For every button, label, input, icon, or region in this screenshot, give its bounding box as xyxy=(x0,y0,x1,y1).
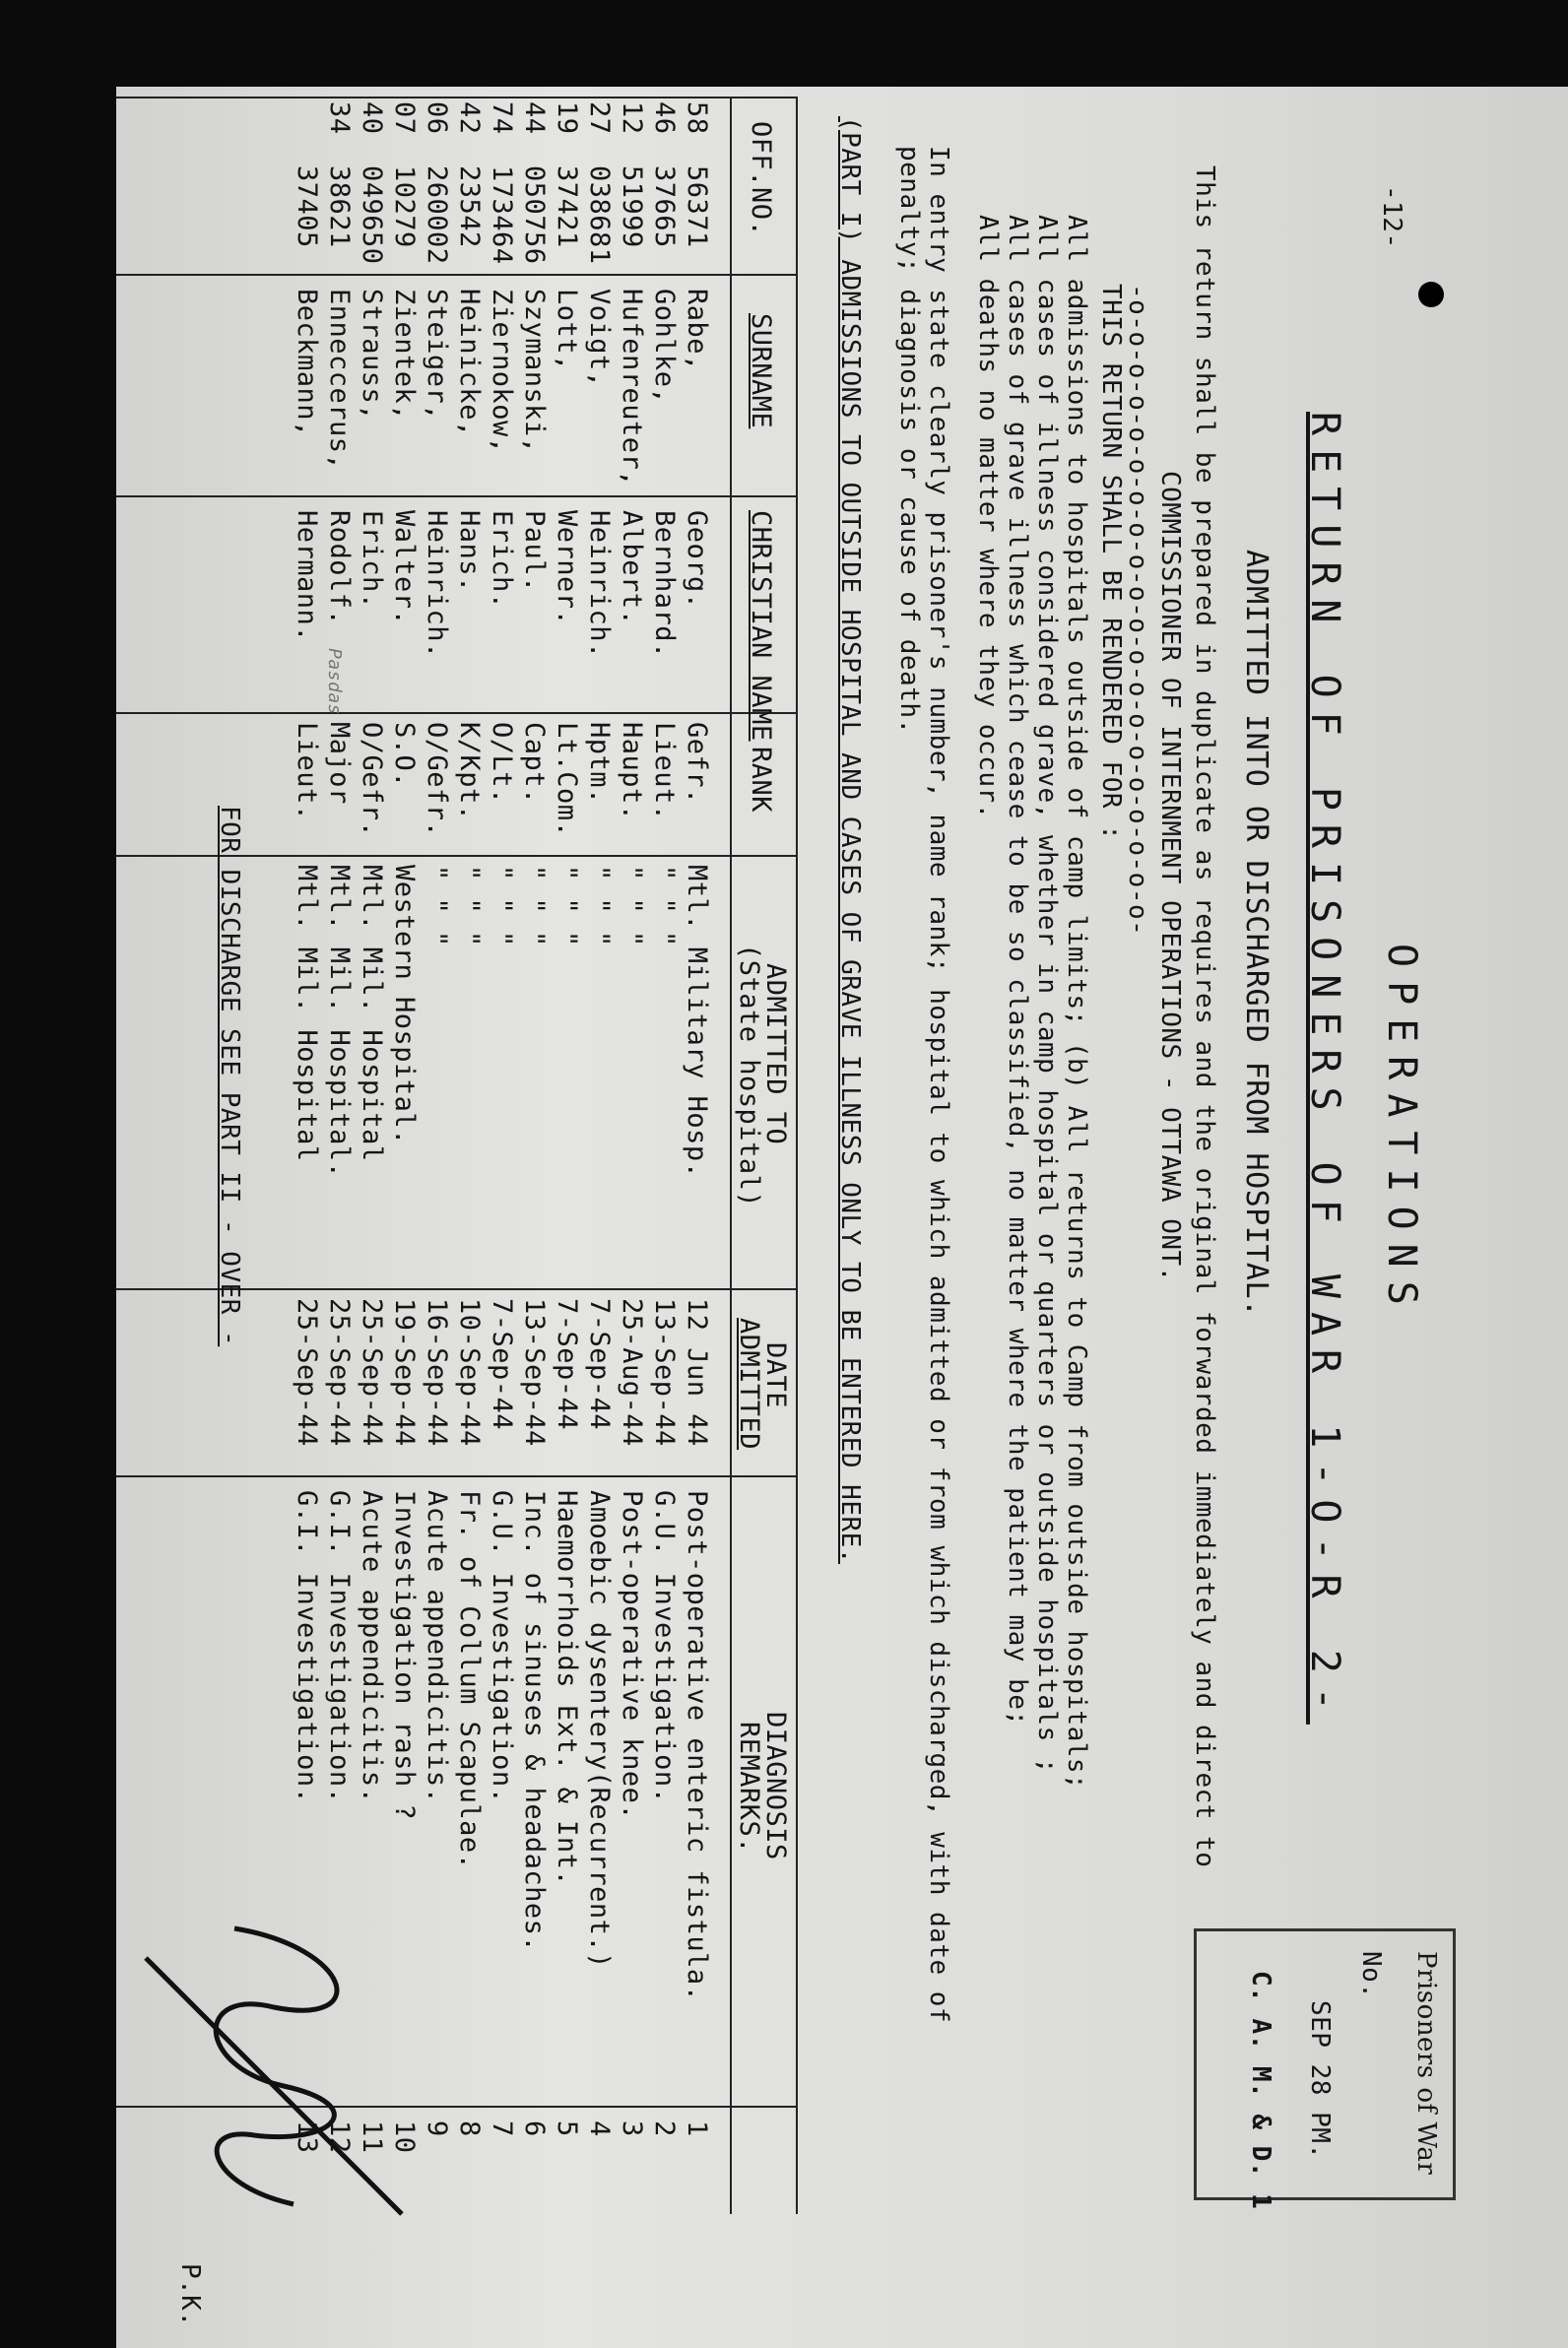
cell-pre: 44 xyxy=(519,101,550,135)
discharge-note: FOR DISCHARGE SEE PART II - OVER - xyxy=(215,806,244,1347)
cell-hospital: " " " xyxy=(454,865,485,947)
cell-diagnosis: G.U. Investigation. xyxy=(487,1490,517,1804)
cell-rank: K/Kpt. xyxy=(454,722,485,821)
cell-surname: Ziernokow, xyxy=(487,289,517,454)
cell-diagnosis: G.U. Investigation. xyxy=(649,1490,680,1804)
cell-first: Rodolf. xyxy=(324,510,355,626)
cell-rank: O/Gefr. xyxy=(422,722,452,838)
cell-rank: O/Lt. xyxy=(487,722,517,805)
header-mark: -12- xyxy=(1377,185,1406,249)
cell-date: 7-Sep-44 xyxy=(584,1298,615,1431)
cell-date: 25-Aug-44 xyxy=(617,1298,647,1447)
header-admitted-to-sub: (State hospital) xyxy=(734,944,764,1208)
cell-first: Georg. xyxy=(682,510,712,610)
cell-diagnosis: Fr. of Collum Scapulae. xyxy=(454,1490,485,1870)
header-diagnosis: DIAGNOSIS xyxy=(760,1712,791,1860)
cell-pre: 46 xyxy=(649,101,680,135)
cell-first: Heinrich. xyxy=(584,510,615,659)
entry-note-2: penalty; diagnosis or cause of death. xyxy=(894,146,924,735)
cell-pre: 58 xyxy=(682,101,712,135)
cell-n: 11 xyxy=(357,2120,387,2154)
cell-n: 10 xyxy=(389,2120,420,2154)
rule-d: All cases of grave illness which cease to be so classified, no matter where the patient may be; xyxy=(1003,215,1032,1727)
cell-no: 038681 xyxy=(584,165,615,265)
cell-pre: 34 xyxy=(324,101,355,135)
cell-rank: Lieut. xyxy=(292,722,322,821)
cell-no: 260002 xyxy=(422,165,452,265)
table-rule-header xyxy=(730,97,732,2214)
header-rank: RANK xyxy=(746,747,776,814)
header-date: DATE xyxy=(760,1342,791,1409)
cell-pre: 12 xyxy=(617,101,647,135)
header-christian-name: CHRISTIAN NAME xyxy=(746,510,776,742)
cell-rank: Major xyxy=(324,722,355,805)
cell-diagnosis: Inc. of sinuses & headaches. xyxy=(519,1490,550,1953)
cell-hospital: " " " xyxy=(519,865,550,947)
cell-surname: Lott, xyxy=(552,289,582,371)
cell-n: 3 xyxy=(617,2120,647,2137)
pencil-annotation: Pasdas xyxy=(324,648,345,716)
stamp-line-3: SEP 28 PM. xyxy=(1305,2000,1335,2160)
cell-n: 6 xyxy=(519,2120,550,2137)
cell-first: Werner. xyxy=(552,510,582,626)
cell-no: 51999 xyxy=(617,165,647,248)
cell-surname: Gohlke, xyxy=(649,289,680,405)
cell-pre: 07 xyxy=(389,101,420,135)
cell-n: 13 xyxy=(292,2120,322,2154)
stamp-line-2: No. xyxy=(1356,1951,1386,1999)
table-rule-top xyxy=(796,97,798,2214)
initials: P.K. xyxy=(175,2263,205,2327)
cell-diagnosis: G.I. Investigation. xyxy=(292,1490,322,1804)
cell-diagnosis: Acute appendicitis. xyxy=(422,1490,452,1804)
cell-surname: Rabe, xyxy=(682,289,712,371)
cell-first: Walter. xyxy=(389,510,420,626)
cell-n: 8 xyxy=(454,2120,485,2137)
cell-rank: O/Gefr. xyxy=(357,722,387,838)
cell-surname: Hufenreuter, xyxy=(617,289,647,488)
rule-a: All admissions to hospitals outside of camp limits; (b) All returns to Camp from outside hospitals; xyxy=(1062,215,1091,1791)
cell-date: 19-Sep-44 xyxy=(389,1298,420,1447)
cell-first: Bernhard. xyxy=(649,510,680,659)
cell-rank: Hptm. xyxy=(584,722,615,805)
document-page xyxy=(116,87,1568,2348)
form-title: RETURN OF PRISONERS OF WAR 1-O-R 2- xyxy=(1302,412,1347,1725)
cell-pre: 27 xyxy=(584,101,615,135)
cell-date: 7-Sep-44 xyxy=(487,1298,517,1431)
cell-diagnosis: G.I. Investigation. xyxy=(324,1490,355,1804)
part-heading: (PART I) ADMISSIONS TO OUTSIDE HOSPITAL AND CASES OF GRAVE ILLNESS ONLY TO BE ENTERED HERE. xyxy=(835,116,865,1564)
cell-pre: 06 xyxy=(422,101,452,135)
dash-rule: -o-o-o-o-o-o-o-o-o-o-o-o-o-o-o-o-o-o-o-o- xyxy=(1123,284,1152,937)
col-rule-1 xyxy=(116,274,798,276)
cell-date: 25-Sep-44 xyxy=(292,1298,322,1447)
cell-diagnosis: Post-operative enteric fistula. xyxy=(682,1490,712,2002)
cell-no: 10279 xyxy=(389,165,420,248)
header-date-sub: ADMITTED xyxy=(734,1318,764,1451)
cell-hospital: Mtl. Military Hosp. xyxy=(682,865,712,1179)
cell-no: 049650 xyxy=(357,165,387,265)
cell-no: 37405 xyxy=(292,165,322,248)
cell-first: Albert. xyxy=(617,510,647,626)
cell-hospital: " " " xyxy=(584,865,615,947)
cell-n: 12 xyxy=(324,2120,355,2154)
cell-diagnosis: Acute appendicitis. xyxy=(357,1490,387,1804)
cell-no: 23542 xyxy=(454,165,485,248)
received-stamp xyxy=(1194,1928,1456,2210)
cell-n: 5 xyxy=(552,2120,582,2137)
cell-surname: Steiger, xyxy=(422,289,452,422)
cell-hospital: " " " xyxy=(487,865,517,947)
cell-first: Hans. xyxy=(454,510,485,593)
cell-date: 25-Sep-44 xyxy=(357,1298,387,1447)
rotated-form xyxy=(116,101,1475,2348)
cell-no: 56371 xyxy=(682,165,712,248)
cell-diagnosis: Post-operative knee. xyxy=(617,1490,647,1821)
cell-n: 7 xyxy=(487,2120,517,2137)
col-rule-3 xyxy=(116,712,798,714)
rule-e: All deaths no matter where they occur. xyxy=(973,215,1003,819)
cell-date: 25-Sep-44 xyxy=(324,1298,355,1447)
cell-rank: Capt. xyxy=(519,722,550,805)
cell-rank: S.O. xyxy=(389,722,420,789)
cell-hospital: Mtl. Mil. Hospital xyxy=(357,865,387,1162)
cell-rank: Gefr. xyxy=(682,722,712,805)
cell-pre: 40 xyxy=(357,101,387,135)
cell-n: 4 xyxy=(584,2120,615,2137)
cell-diagnosis: Amoebic dysentery(Recurrent.) xyxy=(584,1490,615,1969)
handwritten-signature xyxy=(136,1889,431,2283)
cell-surname: Zientek, xyxy=(389,289,420,422)
cell-first: Erich. xyxy=(357,510,387,610)
header-remarks: REMARKS. xyxy=(734,1722,764,1855)
cell-first: Erich. xyxy=(487,510,517,610)
cell-n: 1 xyxy=(682,2120,712,2137)
cell-date: 7-Sep-44 xyxy=(552,1298,582,1431)
col-rule-2 xyxy=(116,495,798,497)
form-subtitle: ADMITTED INTO OR DISCHARGED FROM HOSPITAL. xyxy=(1239,550,1274,1318)
stamp-line-4: C. A. M. & D. 1 xyxy=(1246,1971,1275,2210)
cell-surname: Enneccerus, xyxy=(324,289,355,471)
cell-first: Hermann. xyxy=(292,510,322,643)
cell-no: 37665 xyxy=(649,165,680,248)
header-admitted-to: ADMITTED TO xyxy=(760,963,791,1145)
heading-operations: OPERATIONS xyxy=(1379,944,1424,1319)
cell-hospital: Mtl. Mil. Hospital xyxy=(292,865,322,1162)
rule-c: All cases of illness considered grave, whether in camp hospital or quarters or outside hospitals ; xyxy=(1032,215,1062,1775)
instruction-text-2: COMMISSIONER OF INTERNMENT OPERATIONS - OTTAWA ONT. xyxy=(1155,471,1185,1282)
cell-date: 13-Sep-44 xyxy=(649,1298,680,1447)
cell-hospital: " " " xyxy=(552,865,582,947)
cell-n: 2 xyxy=(649,2120,680,2137)
cell-surname: Heinicke, xyxy=(454,289,485,437)
header-surname: SURNAME xyxy=(746,313,776,429)
cell-rank: Lt.Com. xyxy=(552,722,582,838)
cell-diagnosis: Haemorrhoids Ext. & Int. xyxy=(552,1490,582,1887)
header-off-no: OFF.NO. xyxy=(746,121,776,237)
render-for-heading: THIS RETURN SHALL BE RENDERED FOR : xyxy=(1096,284,1126,841)
cell-first: Paul. xyxy=(519,510,550,593)
cell-surname: Beckmann, xyxy=(292,289,322,437)
cell-date: 10-Sep-44 xyxy=(454,1298,485,1447)
cell-date: 13-Sep-44 xyxy=(519,1298,550,1447)
col-rule-6 xyxy=(116,1475,798,1477)
cell-first: Heinrich. xyxy=(422,510,452,659)
cell-hospital: Mtl. Mil. Hospital. xyxy=(324,865,355,1179)
cell-diagnosis: Investigation rash ? xyxy=(389,1490,420,1821)
stamp-line-1: Prisoners of War xyxy=(1411,1951,1441,2176)
cell-surname: Voigt, xyxy=(584,289,615,388)
cell-date: 12 Jun 44 xyxy=(682,1298,712,1447)
cell-no: 173464 xyxy=(487,165,517,265)
cell-pre: 19 xyxy=(552,101,582,135)
cell-hospital: Western Hospital. xyxy=(389,865,420,1145)
cell-hospital: " " " xyxy=(422,865,452,947)
entry-note: In entry state clearly prisoner's number, name rank; hospital to which admitted or from which discharged, with date of xyxy=(924,146,953,2024)
cell-pre: 74 xyxy=(487,101,517,135)
cell-pre: 42 xyxy=(454,101,485,135)
cell-date: 16-Sep-44 xyxy=(422,1298,452,1447)
cell-no: 37421 xyxy=(552,165,582,248)
cell-hospital: " " " xyxy=(617,865,647,947)
cell-hospital: " " " xyxy=(649,865,680,947)
table-rule-left xyxy=(116,97,798,98)
cell-surname: Szymanski, xyxy=(519,289,550,454)
cell-rank: Lieut. xyxy=(649,722,680,821)
cell-surname: Strauss, xyxy=(357,289,387,422)
cell-rank: Haupt. xyxy=(617,722,647,821)
cell-no: 38621 xyxy=(324,165,355,248)
instruction-text: This return shall be prepared in duplicate as requires and the original forwarded immediately and direct to xyxy=(1190,165,1219,1868)
cell-n: 9 xyxy=(422,2120,452,2137)
cell-no: 050756 xyxy=(519,165,550,265)
